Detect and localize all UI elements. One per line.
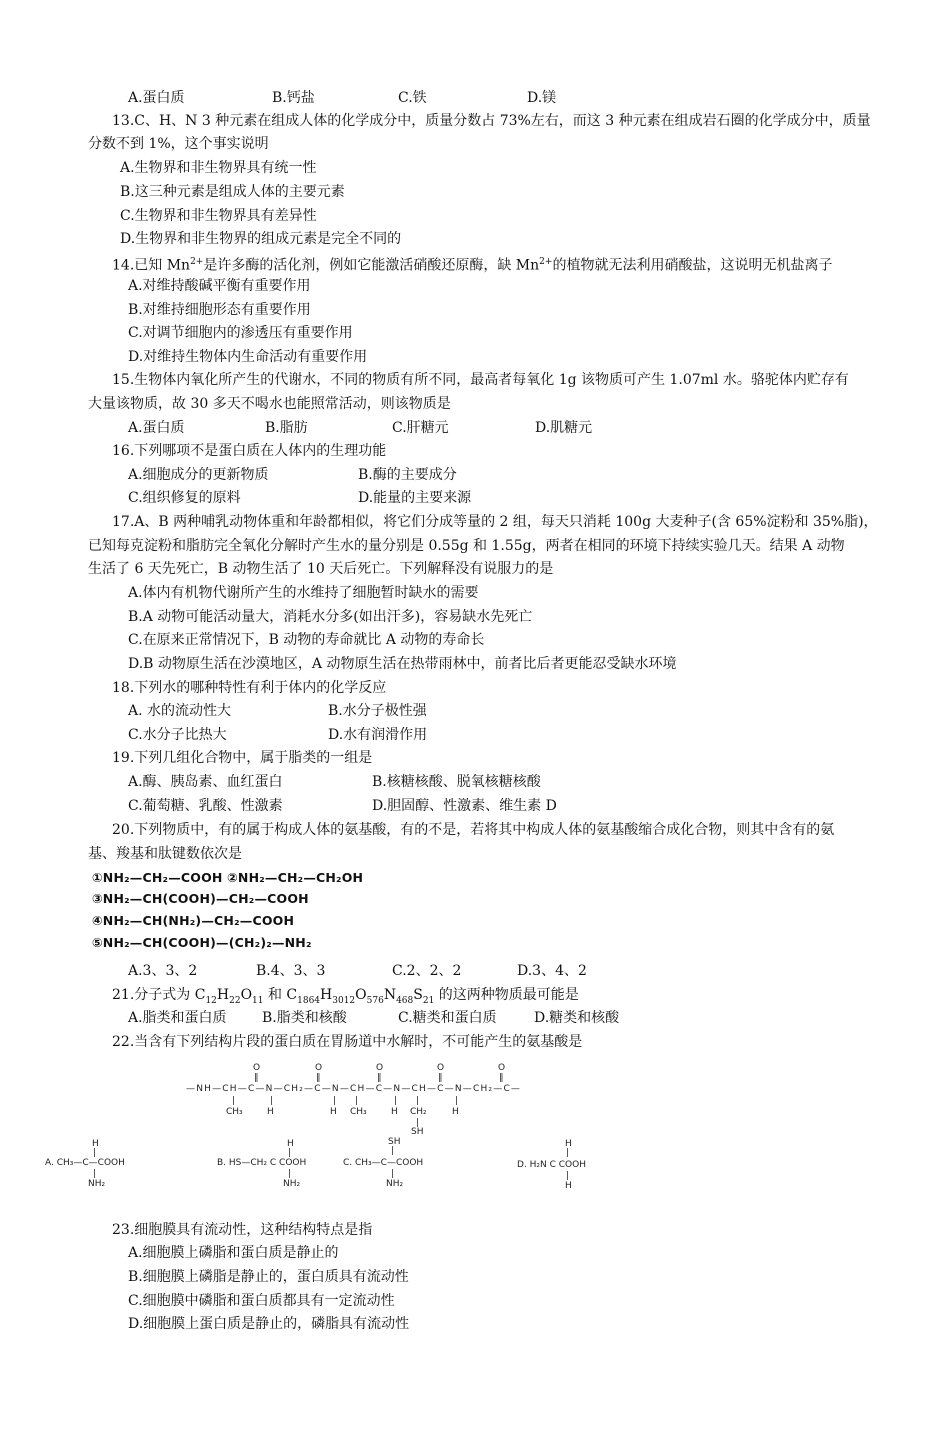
q14-option-b: B.对维持细胞形态有重要作用	[128, 302, 311, 318]
q16-option-a: A.细胞成分的更新物质	[128, 467, 269, 483]
q21-option-c: C.糖类和蛋白质	[398, 1010, 497, 1026]
q18-option-c: C.水分子比热大	[128, 727, 227, 743]
q13-stem-line2: 分数不到 1%，这个事实说明	[88, 136, 269, 152]
q15-stem-line2: 大量该物质，故 30 多天不喝水也能照常活动，则该物质是	[88, 396, 451, 412]
q23-option-d: D.细胞膜上蛋白质是静止的，磷脂具有流动性	[128, 1316, 410, 1332]
q22-option-d: H | D. H₂N C COOH | H	[517, 1139, 586, 1191]
q22-peptide-chain: —NH—CH—C—N—CH₂—C—N—CH—C—N—CH—C—N—CH₂—C—	[186, 1084, 522, 1094]
q13-stem-line1: 13.C、H、N 3 种元素在组成人体的化学成分中，质量分数占 73%左右，而这 3 种元素在组成岩石圈的化学成分中，质量	[112, 113, 871, 129]
q15-option-b: B.脂肪	[265, 420, 308, 436]
q21-option-b: B.脂类和核酸	[262, 1010, 347, 1026]
q20-formula-5: ⑤NH₂—CH(COOH)—(CH₂)₂—NH₂	[92, 935, 312, 950]
q15-stem-line1: 15.生物体内氧化所产生的代谢水，不同的物质有所不同，最高者每氧化 1g 该物质可产生 1.07ml 水。骆驼体内贮存有	[112, 372, 849, 388]
q21-option-a: A.脂类和蛋白质	[128, 1010, 227, 1026]
q17-option-b: B.A 动物可能活动量大，消耗水分多(如出汗多)，容易缺水先死亡	[128, 609, 533, 625]
q14-option-d: D.对维持生物体内生命活动有重要作用	[128, 349, 368, 365]
q15-option-c: C.肝糖元	[392, 420, 449, 436]
q17-stem-line1: 17.A、B 两种哺乳动物体重和年龄都相似，将它们分成等量的 2 组，每天只消耗 100g 大麦种子(含 65%淀粉和 35%脂)，	[112, 514, 878, 530]
q20-formula-3: ③NH₂—CH(COOH)—CH₂—COOH	[92, 891, 309, 906]
q22-option-c: SH | C. CH₃—C—COOH | NH₂	[343, 1137, 424, 1189]
q20-option-c: C.2、2、2	[392, 963, 462, 979]
q20-option-d: D.3、4、2	[517, 963, 587, 979]
q23-option-c: C.细胞膜中磷脂和蛋白质都具有一定流动性	[128, 1293, 395, 1309]
q19-option-a: A.酶、胰岛素、血红蛋白	[128, 774, 283, 790]
q19-option-c: C.葡萄糖、乳酸、性激素	[128, 798, 283, 814]
q18-stem: 18.下列水的哪种特性有利于体内的化学反应	[112, 680, 387, 696]
q13-option-c: C.生物界和非生物界具有差异性	[120, 208, 317, 224]
q14-option-a: A.对维持酸碱平衡有重要作用	[128, 278, 311, 294]
q20-formula-4: ④NH₂—CH(NH₂)—CH₂—COOH	[92, 913, 295, 928]
q12-option-a: A.蛋白质	[128, 90, 185, 106]
q22-option-a: H | A. CH₃—C—COOH | NH₂	[45, 1139, 125, 1189]
q22-stem: 22.当含有下列结构片段的蛋白质在胃肠道中水解时，不可能产生的氨基酸是	[112, 1034, 583, 1050]
q21-stem: 21.分子式为 $C_{12}H_{22}O_{11}$ 和 $C_{1864}H_{3012}O_{576}N_{468}S_{21}$ 的这两种物质最可能是	[112, 987, 579, 1006]
q19-stem: 19.下列几组化合物中，属于脂类的一组是	[112, 750, 373, 766]
q15-option-a: A.蛋白质	[128, 420, 185, 436]
q12-option-d: D.镁	[527, 90, 557, 106]
q12-option-b: B.钙盐	[272, 90, 315, 106]
q22-peptide-structure: O O O O O ‖ ‖ ‖ ‖ ‖ —NH—CH—C—N—CH₂—C—N—CH—C—N—CH—C—N—CH₂—C— | | | | | | | CH₃ H H CH₃ H CH₂ H | SH	[186, 1063, 522, 1137]
q14-option-c: C.对调节细胞内的渗透压有重要作用	[128, 325, 353, 341]
q13-option-d: D.生物界和非生物界的组成元素是完全不同的	[120, 231, 402, 247]
q17-option-d: D.B 动物原生活在沙漠地区，A 动物原生活在热带雨林中，前者比后者更能忍受缺水环境	[128, 656, 677, 672]
q15-option-d: D.肌糖元	[535, 420, 593, 436]
q17-option-c: C.在原来正常情况下，B 动物的寿命就比 A 动物的寿命长	[128, 632, 485, 648]
q18-option-d: D.水有润滑作用	[328, 727, 428, 743]
q16-option-c: C.组织修复的原料	[128, 490, 241, 506]
q20-option-b: B.4、3、3	[256, 963, 326, 979]
q23-option-a: A.细胞膜上磷脂和蛋白质是静止的	[128, 1245, 339, 1261]
q14-stem: 14.已知 $Mn^{2+}$是许多酶的活化剂，例如它能激活硝酸还原酶，缺 $Mn^{2+}$的植物就无法利用硝酸盐，这说明无机盐离子	[112, 257, 833, 274]
q20-option-a: A.3、3、2	[128, 963, 198, 979]
q16-option-d: D.能量的主要来源	[358, 490, 472, 506]
q22-option-b: H | B. HS—CH₂ C COOH | NH₂	[217, 1139, 307, 1189]
q23-stem: 23.细胞膜具有流动性，这种结构特点是指	[112, 1222, 373, 1238]
q19-option-d: D.胆固醇、性激素、维生素 D	[372, 798, 557, 814]
q20-formula-1-2: ①NH₂—CH₂—COOH ②NH₂—CH₂—CH₂OH	[92, 870, 364, 885]
q23-option-b: B.细胞膜上磷脂是静止的，蛋白质具有流动性	[128, 1269, 409, 1285]
q19-option-b: B.核糖核酸、脱氧核糖核酸	[372, 774, 541, 790]
q17-stem-line2: 已知每克淀粉和脂肪完全氧化分解时产生水的量分别是 0.55g 和 1.55g，两者在相同的环境下持续实验几天。结果 A 动物	[88, 538, 845, 554]
q20-stem-line2: 基、羧基和肽键数依次是	[88, 846, 242, 862]
q17-option-a: A.体内有机物代谢所产生的水维持了细胞暂时缺水的需要	[128, 585, 479, 601]
q13-option-a: A.生物界和非生物界具有统一性	[120, 160, 317, 176]
q20-stem-line1: 20.下列物质中，有的属于构成人体的氨基酸，有的不是，若将其中构成人体的氨基酸缩合成化合物，则其中含有的氨	[112, 822, 835, 838]
q16-stem: 16.下列哪项不是蛋白质在人体内的生理功能	[112, 443, 387, 459]
q17-stem-line3: 生活了 6 天先死亡，B 动物生活了 10 天后死亡。下列解释没有说服力的是	[88, 561, 554, 577]
q18-option-b: B.水分子极性强	[328, 703, 427, 719]
q12-option-c: C.铁	[398, 90, 427, 106]
q13-option-b: B.这三种元素是组成人体的主要元素	[120, 184, 345, 200]
q16-option-b: B.酶的主要成分	[358, 467, 457, 483]
q18-option-a: A. 水的流动性大	[128, 703, 232, 719]
q21-option-d: D.糖类和核酸	[534, 1010, 620, 1026]
